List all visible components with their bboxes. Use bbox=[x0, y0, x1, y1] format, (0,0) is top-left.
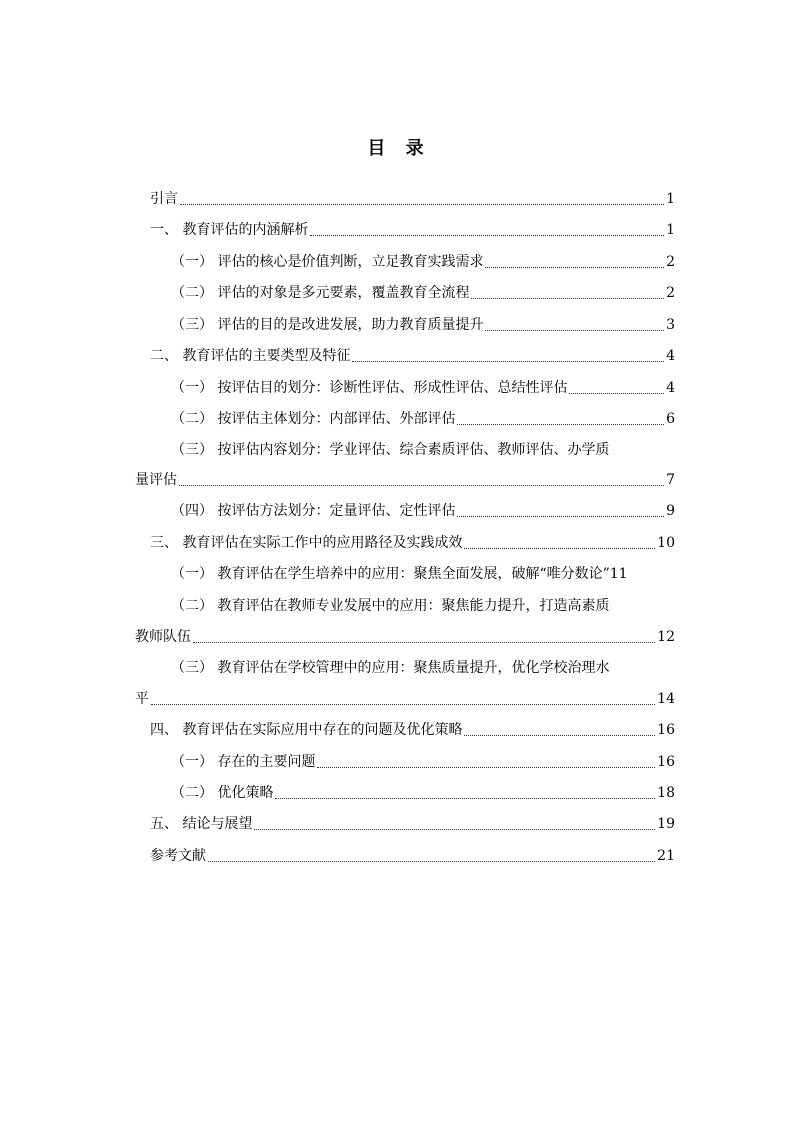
toc-entry-page: 1 bbox=[666, 222, 675, 238]
toc-entry-label: （一） 存在的主要问题 bbox=[171, 754, 316, 770]
toc-entry-label: 三、 教育评估在实际工作中的应用路径及实践成效 bbox=[150, 535, 463, 551]
dot-leader bbox=[457, 424, 664, 425]
toc-entry-page: 14 bbox=[657, 691, 675, 707]
toc-entry[interactable] bbox=[150, 812, 675, 836]
toc-entry-label: 五、 结论与展望 bbox=[150, 816, 253, 832]
toc-entry[interactable] bbox=[171, 281, 675, 305]
toc-entry-page: 10 bbox=[657, 535, 675, 551]
dot-leader bbox=[485, 330, 664, 331]
dot-leader bbox=[464, 735, 655, 736]
dot-leader bbox=[208, 861, 655, 862]
toc-entry-page: 3 bbox=[666, 317, 675, 333]
toc-entry-page: 1 bbox=[666, 191, 675, 207]
toc-entry[interactable] bbox=[150, 187, 675, 211]
toc-entry-label: 量评估 bbox=[135, 472, 177, 488]
toc-entry-label: （四） 按评估方法划分：定量评估、定性评估 bbox=[171, 503, 456, 519]
toc-entry[interactable] bbox=[171, 313, 675, 337]
toc-entry-page: 16 bbox=[657, 754, 675, 770]
toc-entry-label: （三） 评估的目的是改进发展，助力教育质量提升 bbox=[171, 317, 484, 333]
toc-entry-page: 2 bbox=[666, 285, 675, 301]
toc-entry[interactable] bbox=[171, 750, 675, 774]
toc-entry-page: 11 bbox=[609, 566, 628, 582]
toc-entry-label: （一） 教育评估在学生培养中的应用：聚焦全面发展，破解“唯分数论” bbox=[171, 566, 610, 582]
toc-entry[interactable] bbox=[171, 499, 675, 523]
dot-leader bbox=[275, 798, 655, 799]
dot-leader bbox=[179, 485, 664, 486]
toc-entry-label: 教师队伍 bbox=[135, 629, 191, 645]
toc-entry[interactable] bbox=[135, 625, 675, 649]
toc-entry-page: 21 bbox=[657, 848, 675, 864]
toc-entry-label: （二） 教育评估在教师专业发展中的应用：聚焦能力提升，打造高素质 bbox=[171, 598, 610, 614]
dot-leader bbox=[180, 204, 664, 205]
toc-entry[interactable] bbox=[150, 344, 675, 368]
toc-entry-page: 19 bbox=[657, 816, 675, 832]
toc-entry-page: 2 bbox=[666, 254, 675, 270]
toc-title: 目 录 bbox=[367, 138, 426, 159]
toc-entry[interactable] bbox=[171, 562, 675, 586]
toc-entry-label: （一） 评估的核心是价值判断，立足教育实践需求 bbox=[171, 254, 484, 270]
toc-entry-page: 4 bbox=[666, 380, 675, 396]
toc-entry-label: （二） 优化策略 bbox=[171, 785, 274, 801]
toc-entry-label: 一、 教育评估的内涵解析 bbox=[150, 222, 309, 238]
toc-entry-page: 7 bbox=[666, 472, 675, 488]
toc-entry[interactable] bbox=[171, 376, 675, 400]
toc-entry-page: 6 bbox=[666, 411, 675, 427]
toc-entry[interactable] bbox=[150, 218, 675, 242]
toc-entry[interactable] bbox=[135, 687, 675, 711]
dot-leader bbox=[151, 704, 655, 705]
toc-entry[interactable] bbox=[150, 531, 675, 555]
toc-entry[interactable] bbox=[171, 407, 675, 431]
toc-entry-line1[interactable] bbox=[171, 594, 675, 618]
dot-leader bbox=[457, 516, 664, 517]
toc-entry-label: （二） 评估的对象是多元要素，覆盖教育全流程 bbox=[171, 285, 470, 301]
toc-entry-line1[interactable] bbox=[171, 438, 675, 462]
dot-leader bbox=[471, 298, 664, 299]
toc-entry-label: （三） 教育评估在学校管理中的应用：聚焦质量提升，优化学校治理水 bbox=[171, 660, 610, 676]
toc-entry-line1[interactable] bbox=[171, 656, 675, 680]
toc-entry-page: 18 bbox=[657, 785, 675, 801]
toc-entry-label: （一） 按评估目的划分：诊断性评估、形成性评估、总结性评估 bbox=[171, 380, 568, 396]
toc-entry[interactable] bbox=[150, 844, 675, 868]
dot-leader bbox=[317, 767, 655, 768]
toc-entry-label: 二、 教育评估的主要类型及特征 bbox=[150, 348, 351, 364]
toc-entry-label: 参考文献 bbox=[150, 848, 206, 864]
toc-entry[interactable] bbox=[171, 250, 675, 274]
toc-entry-page: 16 bbox=[657, 722, 675, 738]
toc-entry-label: 引言 bbox=[150, 191, 178, 207]
toc-entry-page: 4 bbox=[666, 348, 675, 364]
toc-entry-page: 12 bbox=[657, 629, 675, 645]
dot-leader bbox=[310, 235, 664, 236]
dot-leader bbox=[485, 267, 664, 268]
dot-leader bbox=[254, 829, 655, 830]
toc-entry-page: 9 bbox=[666, 503, 675, 519]
toc-entry[interactable] bbox=[171, 781, 675, 805]
toc-entry[interactable] bbox=[150, 718, 675, 742]
toc-entry-label: 平 bbox=[135, 691, 149, 707]
toc-entry-label: 四、 教育评估在实际应用中存在的问题及优化策略 bbox=[150, 722, 463, 738]
toc-entry-label: （二） 按评估主体划分：内部评估、外部评估 bbox=[171, 411, 456, 427]
dot-leader bbox=[464, 548, 655, 549]
toc-entry[interactable] bbox=[135, 468, 675, 492]
dot-leader bbox=[193, 642, 655, 643]
dot-leader bbox=[569, 393, 664, 394]
dot-leader bbox=[352, 361, 664, 362]
toc-entry-label: （三） 按评估内容划分：学业评估、综合素质评估、教师评估、办学质 bbox=[171, 442, 610, 458]
